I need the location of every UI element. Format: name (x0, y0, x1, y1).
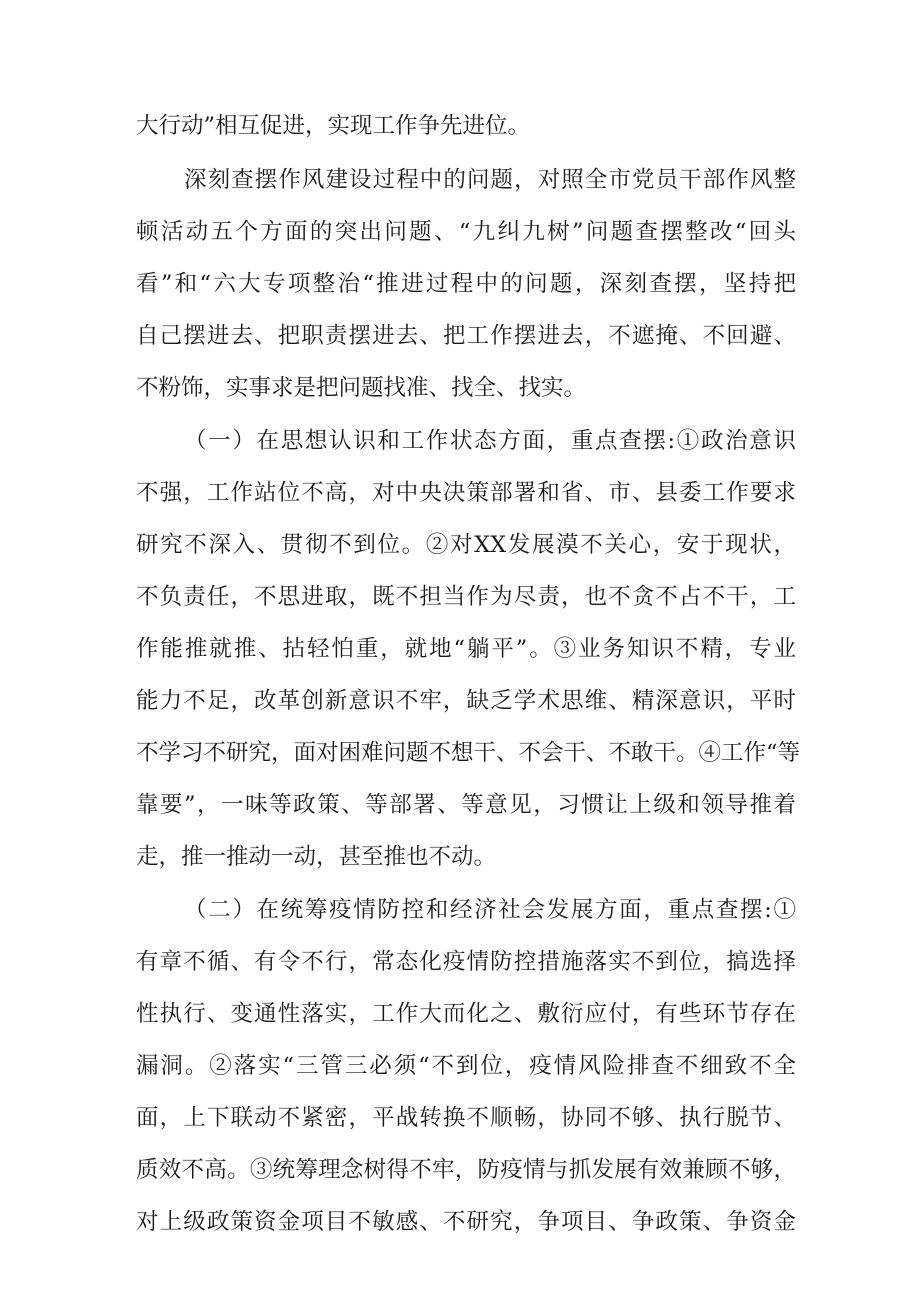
text-line: 不粉饰，实事求是把问题找准、找全、找实。 (136, 375, 587, 401)
text-line: 大行动”相互促进，实现工作争先进位。 (136, 113, 531, 139)
text-line: 走，推一推动一动，甚至推也不动。 (136, 844, 497, 870)
text-line: 性执行、变通性落实，工作大而化之、敷衍应付，有些环节存在 (136, 1001, 796, 1027)
text-line: 作能推就推、拈轻怕重，就地“躺平”。③业务知识不精，专业 (136, 636, 796, 662)
text-line: 不负责任，不思进取，既不担当作为尽责，也不贪不占不干，工 (136, 584, 796, 610)
paragraph-first-line: 深刻查摆作风建设过程中的问题，对照全市党员干部作风整 (184, 167, 796, 193)
text-line: 自己摆进去、把职责摆进去、把工作摆进去，不遮掩、不回避、 (136, 323, 796, 349)
text-line: 能力不足，改革创新意识不牢，缺乏学术思维、精深意识，平时 (136, 688, 796, 714)
paragraph-first-line: （一）在思想认识和工作状态方面，重点查摆:①政治意识 (184, 428, 796, 454)
text-line: 研究不深入、贯彻不到位。②对XX发展漠不关心，安于现状， (136, 532, 796, 558)
text-line: 面，上下联动不紧密，平战转换不顺畅，协同不够、执行脱节、 (136, 1105, 796, 1131)
text-line: 漏洞。②落实“三管三必须“不到位，疫情风险排查不细致不全 (136, 1053, 796, 1079)
text-line: 靠要”，一味等政策、等部署、等意见，习惯让上级和领导推着 (136, 792, 796, 818)
text-line: 对上级政策资金项目不敏感、不研究，争项目、争政策、争资金 (136, 1209, 796, 1235)
text-line: 顿活动五个方面的突出问题、“九纠九树”问题查摆整改“回头 (136, 219, 796, 245)
text-line: 不学习不研究，面对困难问题不想干、不会干、不敢干。④工作“等 (136, 740, 801, 766)
text-line: 质效不高。③统筹理念树得不牢，防疫情与抓发展有效兼顾不够， (136, 1157, 796, 1183)
text-line: 看”和“六大专项整治“推进过程中的问题，深刻查摆，坚持把 (136, 271, 796, 297)
text-line: 不强，工作站位不高，对中央决策部署和省、市、县委工作要求 (136, 480, 796, 506)
paragraph-first-line: （二）在统筹疫情防控和经济社会发展方面，重点查摆:① (184, 897, 796, 923)
text-line: 有章不循、有令不行，常态化疫情防控措施落实不到位，搞选择 (136, 949, 796, 975)
